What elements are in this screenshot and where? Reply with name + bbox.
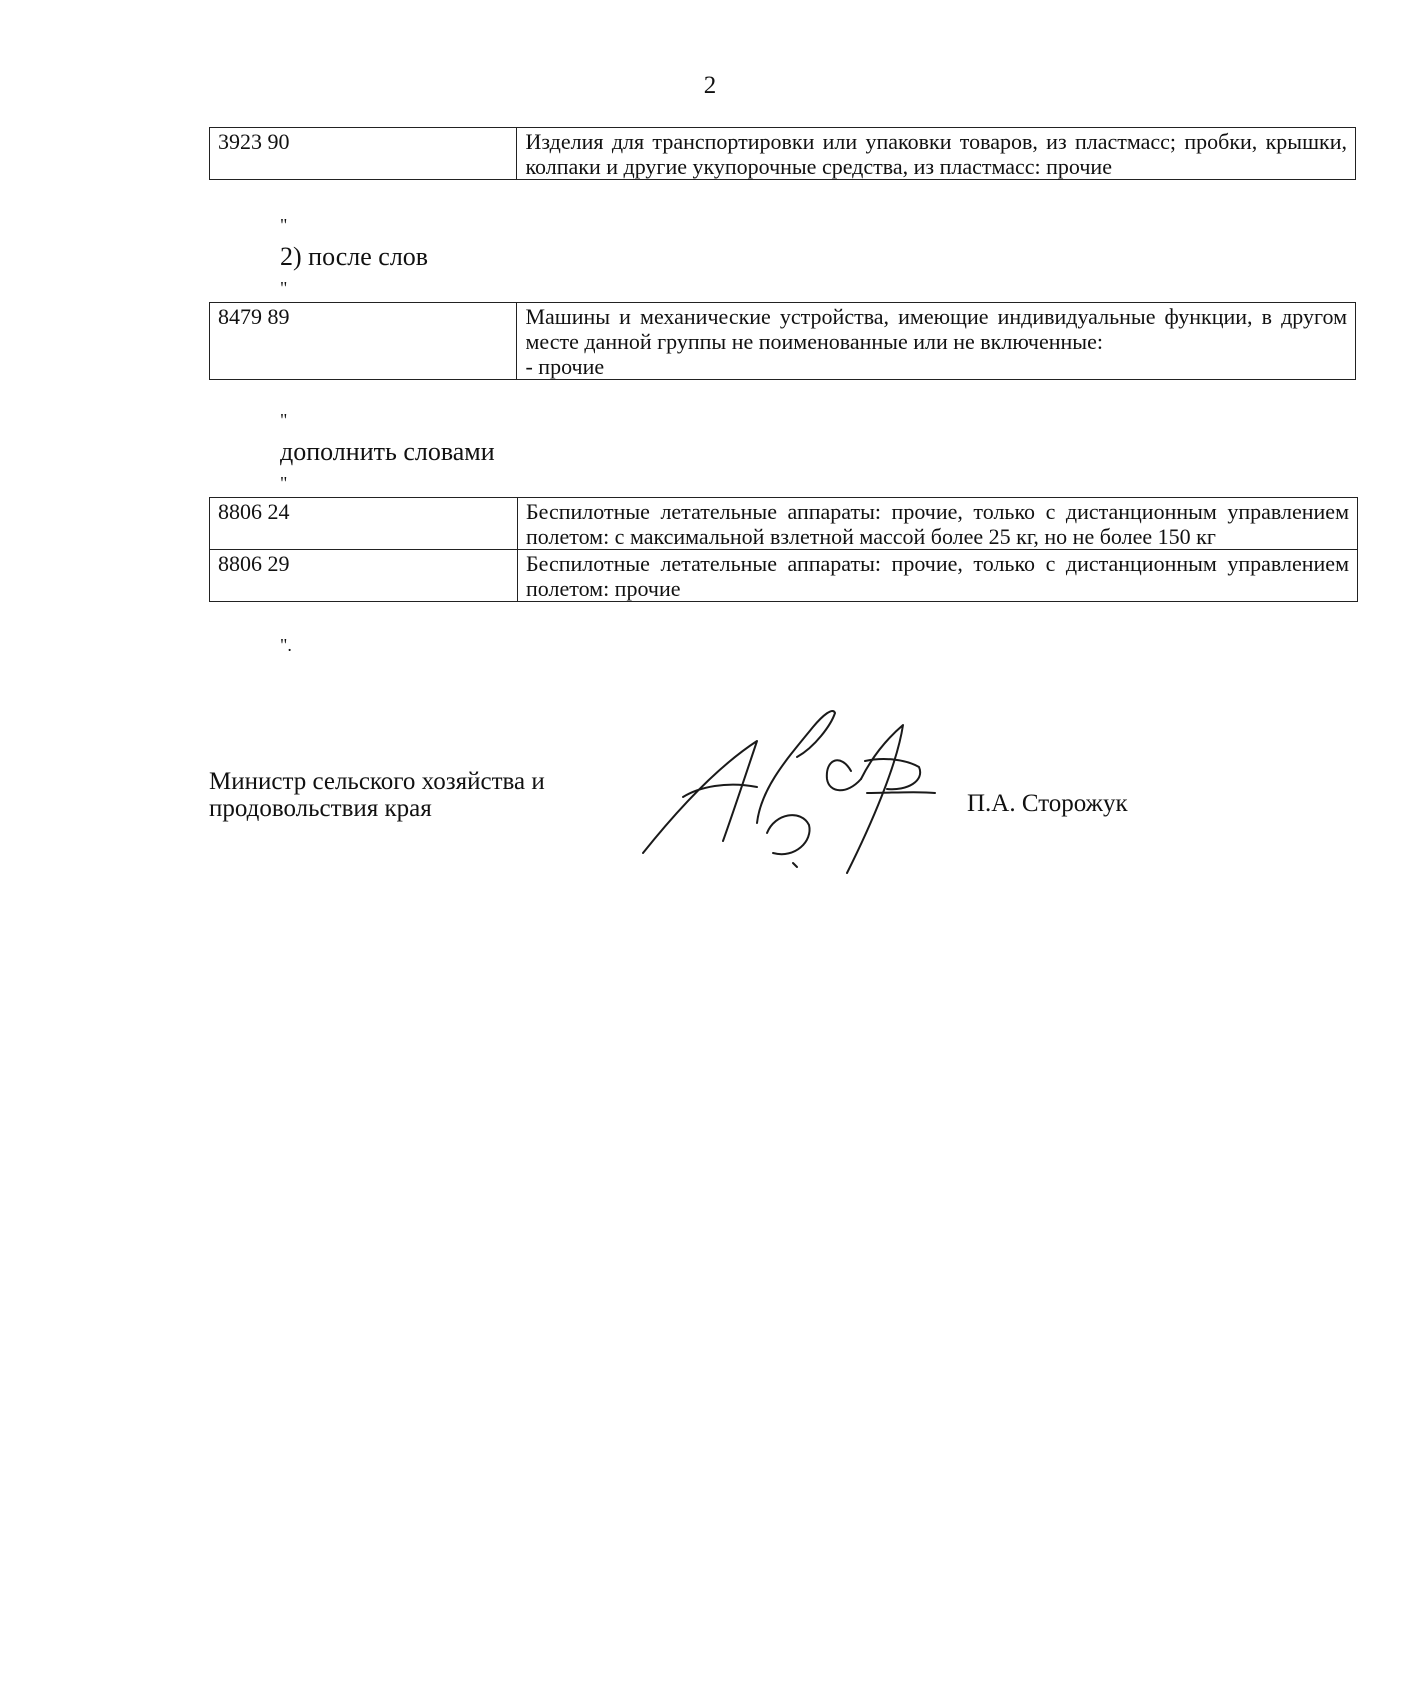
commodity-code: 8806 29: [210, 550, 518, 602]
commodity-table-removed: [209, 127, 1356, 180]
commodity-code: 8806 24: [210, 498, 518, 550]
table-row: [210, 498, 1358, 550]
commodity-description: Беспилотные летательные аппараты: прочие, только с дистанционным управлением полетом: с максимальной взлетной массой более 25 кг, но не более 150 кг: [518, 498, 1358, 550]
opening-quote-mark: ": [280, 278, 288, 298]
handwritten-signature: [635, 695, 975, 905]
commodity-description: Машины и механические устройства, имеющие индивидуальные функции, в другом месте данной группы не поименованные или не включенные:: [525, 304, 1347, 354]
amendment-phrase-add-words: дополнить словами: [280, 437, 495, 466]
opening-quote-mark: ": [280, 473, 288, 493]
signer-title-line2: продовольствия края: [209, 795, 432, 822]
signer-title: [209, 768, 545, 822]
table-row: [210, 550, 1358, 602]
amendment-phrase-after-words: 2) после слов: [280, 242, 429, 271]
commodity-sub-item: - прочие: [525, 354, 605, 379]
commodity-description: Изделия для транспортировки или упаковки товаров, из пластмасс; пробки, крышки, колпаки и другие укупорочные средства, из пластмасс: прочие: [517, 128, 1356, 180]
commodity-table-anchor: [209, 302, 1356, 380]
closing-quote-mark-final: ".: [280, 635, 292, 655]
commodity-description: Беспилотные летательные аппараты: прочие, только с дистанционным управлением полетом: прочие: [518, 550, 1358, 602]
table-row: [210, 128, 1356, 180]
signer-name: П.А. Сторожук: [967, 790, 1128, 817]
commodity-table-added: [209, 497, 1358, 602]
commodity-description-cell: [517, 303, 1356, 380]
commodity-code: 3923 90: [210, 128, 517, 180]
commodity-code: 8479 89: [210, 303, 517, 380]
table-row: [210, 303, 1356, 380]
page-number: 2: [703, 72, 717, 99]
signer-title-line1: Министр сельского хозяйства и: [209, 768, 545, 795]
closing-quote-mark: ": [280, 410, 288, 430]
closing-quote-mark: ": [280, 215, 288, 235]
